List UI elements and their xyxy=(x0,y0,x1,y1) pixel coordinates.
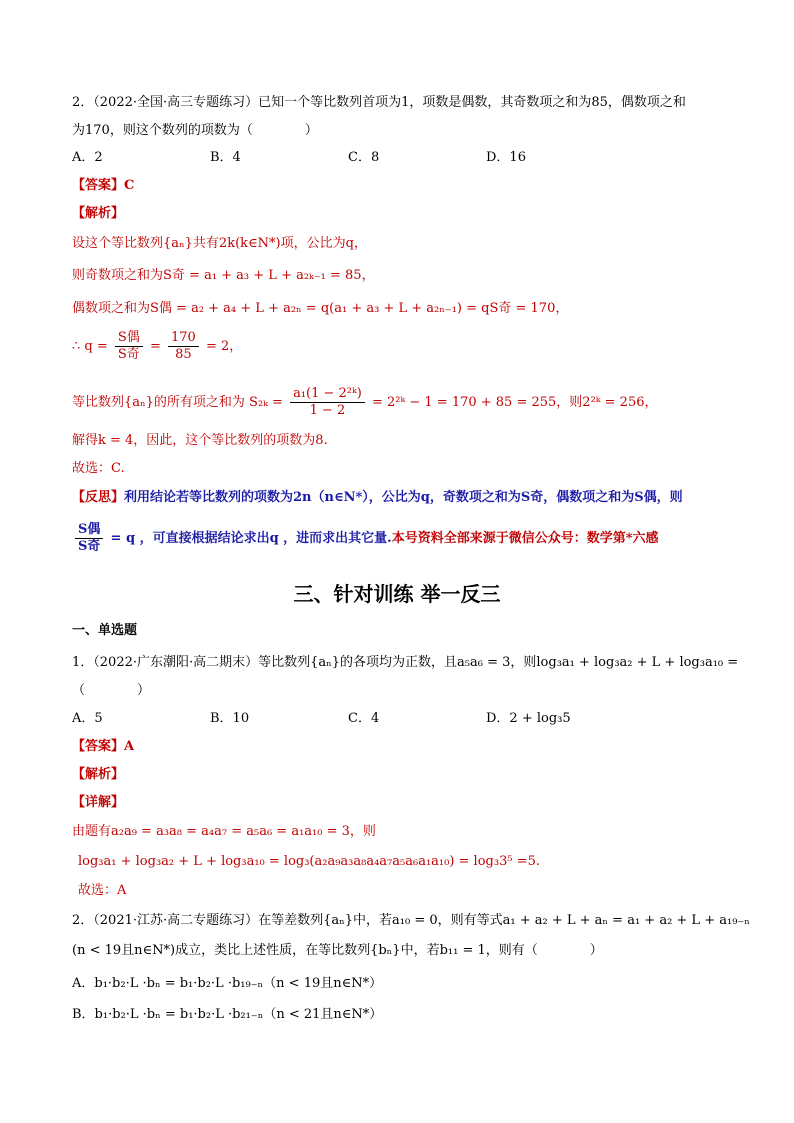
q2-answer-label: 【答案】 xyxy=(72,178,125,193)
p2-stem-line2: (n < 19且n∈N*)成立，类比上述性质，在等比数列{bₙ}中，若b₁₁ = 1，则有（ ） xyxy=(72,943,603,958)
q2-step5-prefix: 等比数列{aₙ}的所有项之和为 S₂ₖ = xyxy=(72,395,283,410)
p1-detail-line1: 由题有a₂a₉ = a₃a₈ = a₄a₇ = a₅a₆ = a₁a₁₀ = 3，则 xyxy=(72,824,376,839)
p1-detail-conclusion: 故选：A xyxy=(78,883,127,898)
q2-step5-fraction xyxy=(290,386,365,419)
q2-solution-step4 xyxy=(72,330,722,364)
p1-detail-line2: log₃a₁ + log₃a₂ + L + log₃a₁₀ = log₃(a₂a₉a₃a₈a₄a₇a₅a₆a₁a₁₀) = log₃3⁵ =5. xyxy=(78,854,540,869)
q2-reflection-source-note: 本号资料全部来源于微信公众号：数学第*六感 xyxy=(391,531,659,546)
q2-step4-fraction-1 xyxy=(115,330,143,363)
q2-stem-line1: 2．（2022·全国·高三专题练习）已知一个等比数列首项为1，项数是偶数，其奇数项之和为85，偶数项之和 xyxy=(72,95,686,110)
q2-solution-step6: 解得k = 4，因此，这个等比数列的项数为8. xyxy=(72,433,328,448)
q2-solution-step1: 设这个等比数列{aₙ}共有2k(k∈N*)项，公比为q， xyxy=(72,236,367,251)
q2-reflection-line1 xyxy=(72,487,722,509)
q2-option-b: B．4 xyxy=(210,150,241,165)
p1-option-b: B．10 xyxy=(210,711,250,726)
q2-reflection-mid: = q ，可直接根据结论求出q ，进而求出其它量. xyxy=(110,531,392,546)
section-title: 三、针对训练 举一反三 xyxy=(293,582,501,606)
p1-answer-label: 【答案】 xyxy=(72,739,125,754)
p1-option-c: C．4 xyxy=(348,711,380,726)
q2-step4-num1: S偶 xyxy=(115,330,143,347)
p1-option-a: A．5 xyxy=(72,711,103,726)
p2-option-b: B．b₁·b₂·L ·bₙ = b₁·b₂·L ·b₂₁₋ₙ（n < 21且n∈N*） xyxy=(72,1007,383,1022)
q2-option-c: C．8 xyxy=(348,150,380,165)
p2-option-a: A．b₁·b₂·L ·bₙ = b₁·b₂·L ·b₁₉₋ₙ（n < 19且n∈N*） xyxy=(72,976,383,991)
p2-stem-line1: 2．（2021·江苏·高二专题练习）在等差数列{aₙ}中，若a₁₀ = 0，则有等式a₁ + a₂ + L + aₙ = a₁ + a₂ + L + a₁₉₋ₙ xyxy=(72,913,750,928)
p1-stem-line2: （ ） xyxy=(72,683,151,698)
q2-step4-eq: = xyxy=(149,339,161,354)
q2-step4-suffix: = 2， xyxy=(205,339,243,354)
q2-step5-den: 1 − 2 xyxy=(309,403,346,418)
q2-reflection-fraction xyxy=(75,522,103,555)
q2-reflection-den: S奇 xyxy=(78,539,101,554)
q2-option-a: A．2 xyxy=(72,150,103,165)
p1-answer-value: A xyxy=(124,739,135,754)
q2-step4-fraction-2 xyxy=(168,330,199,363)
q2-stem-line2: 为170，则这个数列的项数为（ ） xyxy=(72,123,318,138)
q2-step4-den2: 85 xyxy=(175,347,192,362)
p1-option-d: D．2 + log₃5 xyxy=(486,711,571,726)
q2-answer-value: C xyxy=(124,178,135,193)
q2-reflection-label: 【反思】 xyxy=(72,490,125,505)
q2-option-d: D．16 xyxy=(486,150,526,165)
p1-stem-line1: 1．（2022·广东潮阳·高二期末）等比数列{aₙ}的各项均为正数，且a₅a₆ = 3，则log₃a₁ + log₃a₂ + L + log₃a₁₀ = xyxy=(72,655,739,670)
q2-reflection-num: S偶 xyxy=(75,522,103,539)
q2-solution-conclusion: 故选：C. xyxy=(72,461,125,476)
q2-analysis-label: 【解析】 xyxy=(72,206,125,221)
q2-solution-step5 xyxy=(72,386,722,420)
p1-analysis-label: 【解析】 xyxy=(72,767,125,782)
p1-detail-label: 【详解】 xyxy=(72,795,125,810)
q2-reflection-text: 利用结论若等比数列的项数为2n（n∈N*），公比为q，奇数项之和为S奇，偶数项之和为S偶，则 xyxy=(124,490,683,505)
q2-reflection-line2 xyxy=(72,522,722,556)
q2-answer xyxy=(72,175,722,197)
q2-step4-den1: S奇 xyxy=(117,347,140,362)
p1-answer xyxy=(72,736,722,758)
q2-solution-step2: 则奇数项之和为S奇 = a₁ + a₃ + L + a₂ₖ₋₁ = 85， xyxy=(72,268,375,283)
q2-step4-prefix: ∴ q = xyxy=(72,339,108,354)
q2-step5-suffix: = 2²ᵏ − 1 = 170 + 85 = 255，则2²ᵏ = 256， xyxy=(371,395,658,410)
q2-step4-num2: 170 xyxy=(168,330,199,347)
q2-solution-step3: 偶数项之和为S偶 = a₂ + a₄ + L + a₂ₙ = q(a₁ + a₃ + L + a₂ₙ₋₁) = qS奇 = 170， xyxy=(72,301,569,316)
q2-step5-num: a₁(1 − 2²ᵏ) xyxy=(290,386,365,403)
section-subtitle: 一、单选题 xyxy=(72,623,138,638)
